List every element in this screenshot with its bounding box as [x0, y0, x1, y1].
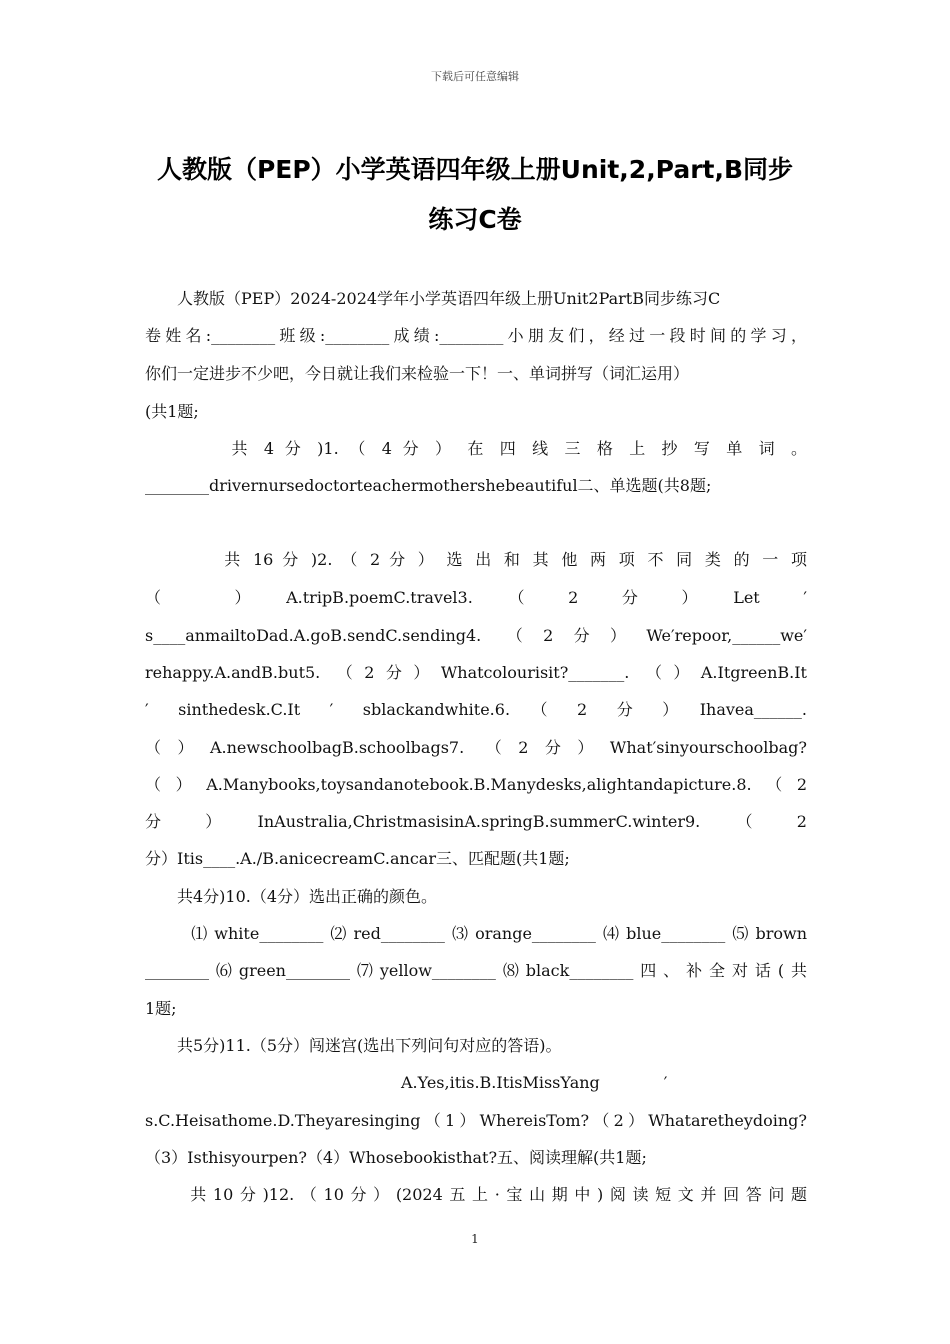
- body-line: ________drivernursedoctorteachermothershebeautiful二、单选题(共8题;: [145, 476, 712, 495]
- body-line: 你们一定进步不少吧，今日就让我们来检验一下！一、单词拼写（词汇运用）: [145, 364, 690, 383]
- body-line: 共10分)12.（10分）(2024五上·宝山期中)阅读短文并回答问题: [145, 1185, 807, 1204]
- page-number: 1: [471, 1232, 479, 1246]
- body-line: 卷姓名:________班级:________成绩:________小朋友们，经过一段时间的学习，: [145, 326, 807, 345]
- body-line: （）A.newschoolbagB.schoolbags7. （2分）What′sinyourschoolbag?: [145, 738, 807, 757]
- header-note: 下载后可任意编辑: [431, 70, 519, 83]
- body-line: 共5分)11.（5分）闯迷宫(选出下列问句对应的答语)。: [145, 1036, 562, 1055]
- body-line: 1题;: [145, 999, 177, 1018]
- body-line: s.C.Heisathome.D.Theyaresinging（1）WhereisTom?（2）Whataretheydoing?: [145, 1111, 807, 1130]
- body-line: 人教版（PEP）2024-2024学年小学英语四年级上册Unit2PartB同步练习C: [145, 289, 721, 308]
- body-line: ________⑹green________⑺yellow________⑻black________四、补全对话(共: [145, 961, 807, 980]
- document-title-line-1: 人教版（PEP）小学英语四年级上册Unit,2,Part,B同步: [156, 155, 794, 184]
- body-line: A.Yes,itis.B.ItisMissYang ′: [145, 1073, 668, 1092]
- body-line: s____anmailtoDad.A.goB.sendC.sending4. （2分）We′repoor,______we′: [145, 626, 807, 645]
- body-line: 分）Itis____.A./B.anicecreamC.ancar三、匹配题(共1题;: [145, 849, 570, 868]
- body-line: 共 16 分 )2. （ 2 分 ） 选 出 和 其 他 两 项 不 同 类 的 一 项: [145, 550, 807, 569]
- body-line: （ ） A.tripB.poemC.travel3. （ 2 分 ） Let ′: [145, 588, 807, 607]
- body-line: (共1题;: [145, 402, 199, 421]
- body-line: （3）Isthisyourpen?（4）Whosebookisthat?五、阅读理解(共1题;: [145, 1148, 647, 1167]
- body-line: rehappy.A.andB.but5. （2分）Whatcolourisit?_______. （）A.ItgreenB.It: [145, 663, 807, 682]
- body-line: ′ sinthedesk.C.It ′ sblackandwhite.6. （ 2 分 ） Ihavea______.: [145, 700, 807, 719]
- body-line: 共4分)10.（4分）选出正确的颜色。: [145, 887, 438, 906]
- body-line: 共 4 分 )1. （ 4 分 ） 在 四 线 三 格 上 抄 写 单 词 。: [145, 439, 807, 458]
- document-title-line-2: 练习C卷: [428, 205, 522, 234]
- body-line: 分 ） InAustralia,ChristmasisinA.springB.summerC.winter9. （ 2: [145, 812, 807, 831]
- body-line: （）A.Manybooks,toysandanotebook.B.Manydesks,alightandapicture.8.（2: [145, 775, 807, 794]
- body-line: ⑴white________⑵red________⑶orange________⑷blue________⑸brown: [145, 924, 807, 943]
